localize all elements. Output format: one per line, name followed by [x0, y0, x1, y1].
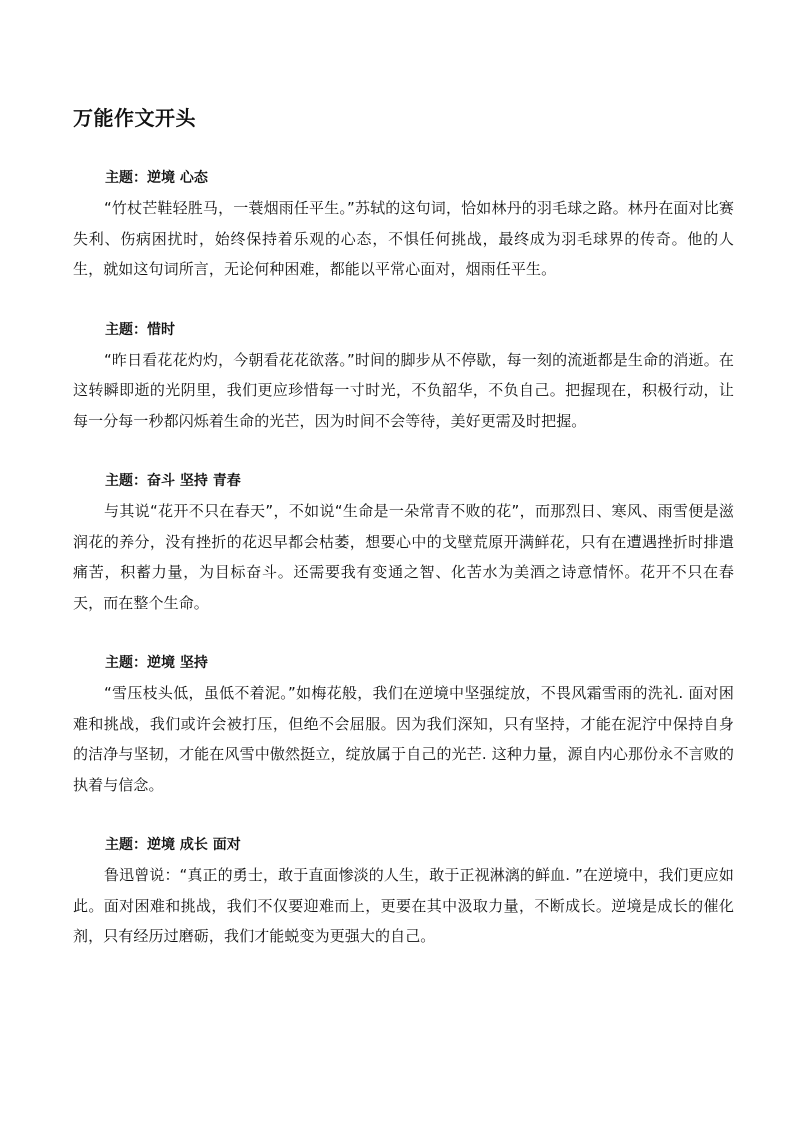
- section-paragraph: 与其说“花开不只在春天”，不如说“生命是一朵常青不败的花”，而那烈日、寒风、雨雪便是滋润花的养分，没有挫折的花迟早都会枯萎，想要心中的戈壁荒原开满鲜花，只有在遭遇挫折时排遣痛苦，积蓄力量，为目标奋斗。还需要我有变通之智、化苦水为美酒之诗意情怀。花开不只在春天，而在整个生命。: [73, 502, 734, 612]
- essay-section-3: [73, 470, 734, 618]
- section-paragraph: “雪压枝头低，虽低不着泥。”如梅花般，我们在逆境中坚强绽放，不畏风霜雪雨的洗礼. 面对困难和挑战，我们或许会被打压，但绝不会屈服。因为我们深知，只有坚持，才能在泥泞中保持自身的洁净与坚韧，才能在风雪中傲然挺立，绽放属于自己的光芒. 这种力量，源自内心那份永不言败的执着与信念。: [73, 684, 734, 794]
- section-theme: 主题：奋斗 坚持 青春: [105, 473, 241, 489]
- page-title: 万能作文开头: [73, 106, 196, 130]
- essay-section-4: [73, 652, 734, 800]
- section-theme: 主题：逆境 坚持: [105, 655, 208, 671]
- section-theme: 主题：逆境 心态: [105, 170, 208, 186]
- section-theme: 主题：逆境 成长 面对: [105, 837, 241, 853]
- section-paragraph: 鲁迅曾说：“真正的勇士，敢于直面惨淡的人生，敢于正视淋漓的鲜血. ”在逆境中，我们更应如此。面对困难和挑战，我们不仅要迎难而上，更要在其中汲取力量，不断成长。逆境是成长的催化剂，只有经历过磨砺，我们才能蜕变为更强大的自己。: [73, 866, 734, 945]
- section-paragraph: “昨日看花花灼灼，今朝看花花欲落。”时间的脚步从不停歇，每一刻的流逝都是生命的消逝。在这转瞬即逝的光阴里，我们更应珍惜每一寸时光，不负韶华，不负自己。把握现在，积极行动，让每一分每一秒都闪烁着生命的光芒，因为时间不会等待，美好更需及时把握。: [73, 350, 734, 430]
- essay-section-5: [73, 834, 734, 952]
- essay-section-2: [73, 319, 734, 437]
- section-paragraph: “竹杖芒鞋轻胜马，一蓑烟雨任平生。”苏轼的这句词，恰如林丹的羽毛球之路。林丹在面对比赛失利、伤病困扰时，始终保持着乐观的心态，不惧任何挑战，最终成为羽毛球界的传奇。他的人生，就如这句词所言，无论何种困难，都能以平常心面对，烟雨任平生。: [73, 199, 734, 278]
- section-theme: 主题：惜时: [105, 321, 175, 338]
- essay-section-1: [73, 167, 734, 285]
